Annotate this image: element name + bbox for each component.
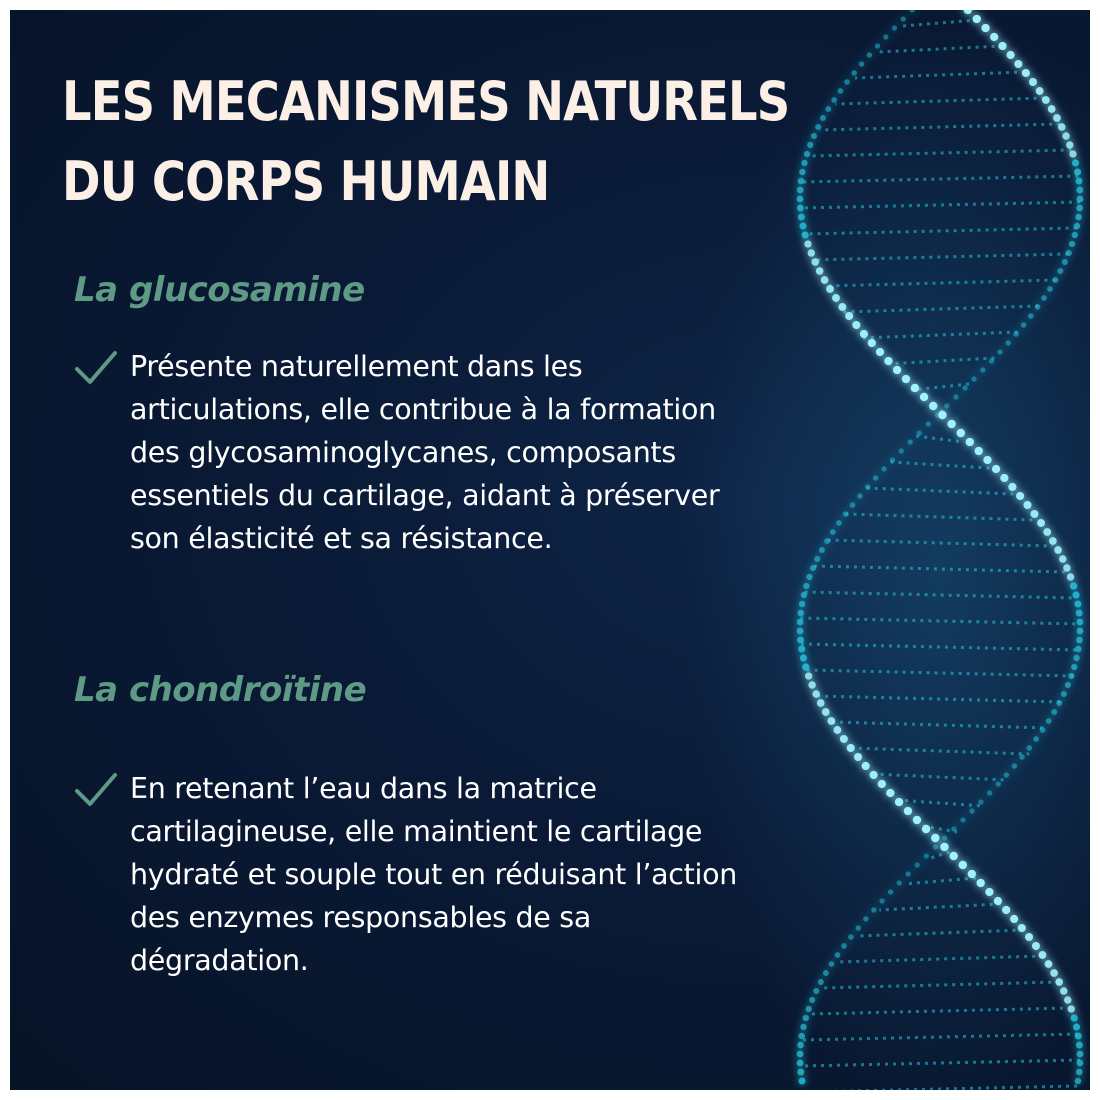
title-line-1: LES MECANISMES NATURELS [62,70,790,133]
title-line-2: DU CORPS HUMAIN [62,150,550,213]
chondroitine-description: En retenant l’eau dans la matrice cartilagineuse, elle maintient le cartilage hydraté et souple tout en réduisant l’action des enzymes responsables de sa dégradation. [130,772,738,977]
infographic-card [10,10,1090,1090]
glucosamine-heading: La glucosamine [74,270,365,310]
chondroitine-heading: La chondroïtine [74,670,367,710]
page-title [62,62,790,222]
check-icon [74,349,118,387]
glucosamine-description: Présente naturellement dans les articulations, elle contribue à la formation des glycosaminoglycanes, composants essentiels du cartilage, aidant à préserver son élasticité et sa résistance. [130,350,720,555]
check-icon [74,771,118,809]
